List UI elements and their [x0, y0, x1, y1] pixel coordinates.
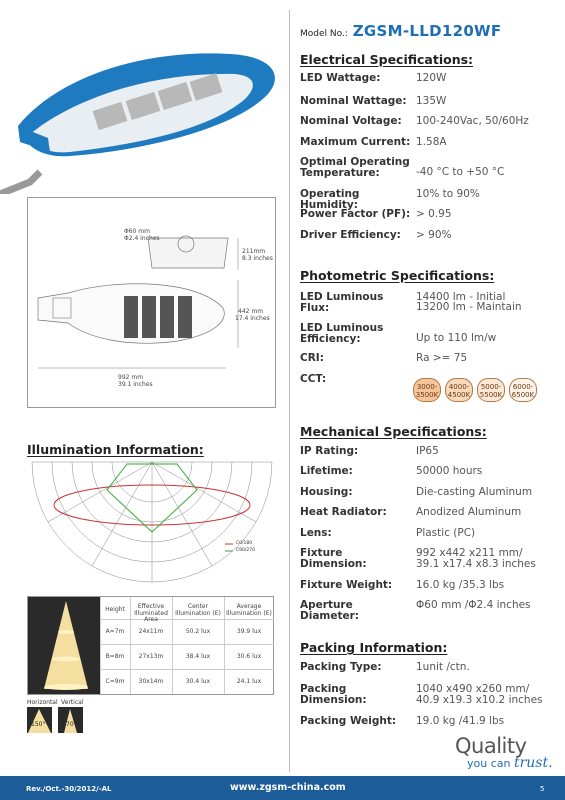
spec-value: 10% to 90%	[416, 188, 480, 200]
horizontal-label: Horizontal	[27, 699, 58, 706]
vertical-angle: 70°	[66, 721, 77, 728]
table-cell: 30.6 lux	[236, 653, 262, 660]
packing-title: Packing Information:	[300, 640, 448, 655]
aperture-in: Φ2.4 inches	[124, 235, 160, 242]
spec-label: Optimal Operating Temperature:	[300, 156, 410, 179]
spec-value: 14400 lm - Initial	[416, 291, 506, 303]
electrical-title: Electrical Specifications:	[300, 52, 474, 67]
table-cell: 38.4 lux	[185, 653, 211, 660]
horizontal-angle: 150°	[31, 721, 46, 728]
spec-value: IP65	[416, 445, 439, 457]
cct-badge: 3000- 3500K	[413, 378, 441, 402]
spec-value: -40 °C to +50 °C	[416, 166, 505, 178]
spec-label: IP Rating:	[300, 445, 359, 457]
height-mm: 211mm	[242, 248, 266, 255]
spec-label: CRI:	[300, 352, 324, 364]
spec-value: Die-casting Aluminum	[416, 486, 533, 498]
polar-light-distribution-diagram	[27, 460, 277, 585]
spec-value: > 0.95	[416, 208, 452, 220]
spec-label: Packing Dimension:	[300, 683, 367, 706]
spec-value: 19.0 kg /41.9 lbs	[416, 715, 505, 727]
spec-value: 1unit /ctn.	[416, 661, 470, 673]
polar-legend-c0: C0/180	[236, 541, 253, 546]
spec-value: 50000 hours	[416, 465, 483, 477]
cct-badge: 6000- 6500K	[509, 378, 537, 402]
table-cell: C=9m	[105, 678, 125, 685]
column-divider	[289, 10, 290, 772]
spec-value: Anodized Aluminum	[416, 506, 522, 518]
spec-value-2: 39.1 x17.4 x8.3 inches	[416, 558, 536, 570]
length-mm: 992 mm	[118, 374, 144, 381]
light-cone-graphic	[28, 597, 100, 694]
spec-label: Fixture Dimension:	[300, 547, 367, 570]
table-cell: 50.2 lux	[185, 628, 211, 635]
quality-tagline: you can trust.	[467, 755, 553, 771]
spec-value: 100-240Vac, 50/60Hz	[416, 115, 529, 127]
spec-value: Plastic (PC)	[416, 527, 476, 539]
spec-value-2: 13200 lm - Maintain	[416, 301, 522, 313]
table-cell: A=7m	[105, 628, 125, 635]
beam-angle-graphic	[27, 707, 87, 733]
streetlight-product-image	[0, 44, 280, 194]
spec-value: Φ60 mm /Φ2.4 inches	[416, 599, 531, 611]
spec-value: 16.0 kg /35.3 lbs	[416, 579, 505, 591]
spec-value: > 90%	[416, 229, 452, 241]
spec-label: Power Factor (PF):	[300, 208, 411, 220]
table-cell: 24.1 lux	[236, 678, 262, 685]
spec-value: 992 x442 x211 mm/	[416, 547, 523, 559]
length-in: 39.1 inches	[118, 381, 153, 388]
width-mm: 442 mm	[238, 308, 264, 315]
col-center: Center Illumination (E)	[175, 603, 221, 617]
polar-legend-c90: C90/270	[236, 548, 255, 553]
footer-bar	[0, 776, 565, 800]
model-prefix: Model No.:	[300, 29, 348, 39]
model-code: ZGSM-LLD120WF	[352, 22, 502, 40]
spec-value: 120W	[416, 72, 447, 84]
spec-label: Aperture Diameter:	[300, 599, 359, 622]
col-average: Average Illumination (E)	[226, 603, 272, 617]
spec-label: Driver Efficiency:	[300, 229, 401, 241]
illumination-title: Illumination Information:	[27, 442, 204, 457]
quality-logo-text: Quality	[455, 734, 527, 758]
spec-label: Lifetime:	[300, 465, 353, 477]
revision-text: Rev./Oct.-30/2012/-AL	[26, 785, 112, 793]
fixture-outline-diagram	[28, 198, 277, 409]
page-number: 5	[540, 785, 545, 793]
photometric-title: Photometric Specifications:	[300, 268, 495, 283]
spec-value: Ra >= 75	[416, 352, 468, 364]
spec-label: Operating Humidity:	[300, 188, 360, 211]
vertical-label: Vertical	[61, 699, 84, 706]
table-cell: B=8m	[105, 653, 125, 660]
spec-value: 1040 x490 x260 mm/	[416, 683, 530, 695]
spec-label: LED Wattage:	[300, 72, 381, 84]
cct-badge: 5000- 5500K	[477, 378, 505, 402]
model-number	[300, 22, 501, 40]
spec-label: Housing:	[300, 486, 353, 498]
spec-value: 135W	[416, 95, 447, 107]
spec-value-2: 40.9 x19.3 x10.2 inches	[416, 694, 543, 706]
spec-label: Nominal Voltage:	[300, 115, 402, 127]
spec-label: LED Luminous Efficiency:	[300, 322, 384, 345]
table-cell: 24x11m	[138, 628, 164, 635]
website-link[interactable]: www.zgsm-china.com	[230, 782, 346, 793]
illumination-table	[27, 596, 274, 695]
col-height: Height	[105, 606, 125, 613]
spec-label: LED Luminous Flux:	[300, 291, 384, 314]
spec-label: Lens:	[300, 527, 332, 539]
mechanical-title: Mechanical Specifications:	[300, 424, 487, 439]
table-cell: 30.4 lux	[185, 678, 211, 685]
table-cell: 30x14m	[138, 678, 164, 685]
spec-label: Packing Type:	[300, 661, 382, 673]
spec-label: Maximum Current:	[300, 136, 411, 148]
spec-label: Nominal Wattage:	[300, 95, 407, 107]
spec-label: Fixture Weight:	[300, 579, 393, 591]
height-in: 8.3 inches	[242, 255, 273, 262]
spec-label: Heat Radiator:	[300, 506, 387, 518]
col-area: Effective Illuminated Area	[134, 603, 168, 623]
width-in: 17.4 inches	[235, 315, 270, 322]
cct-badge: 4000- 4500K	[445, 378, 473, 402]
dimension-drawing	[27, 197, 276, 408]
spec-value: Up to 110 lm/w	[416, 332, 497, 344]
table-cell: 27x13m	[138, 653, 164, 660]
spec-label: Packing Weight:	[300, 715, 397, 727]
spec-value: 1.58A	[416, 136, 447, 148]
spec-label: CCT:	[300, 373, 327, 385]
aperture-mm: Φ60 mm	[124, 228, 150, 235]
table-cell: 39.9 lux	[236, 628, 262, 635]
